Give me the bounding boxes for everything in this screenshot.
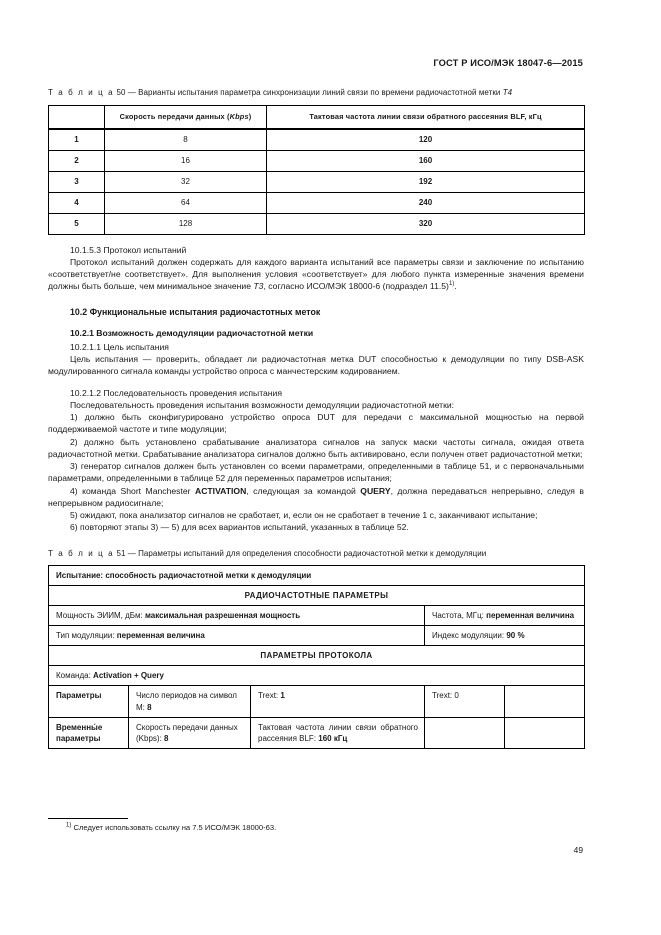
blf-label: Тактовая частота линии связи обратного рассеяния BLF: bbox=[258, 722, 418, 743]
table50-cell-blf: 120 bbox=[267, 129, 585, 151]
table-row bbox=[49, 606, 585, 626]
step-5: 5) ожидают, пока анализатор сигналов не сработает, и, если он не сработает в течение 1 с, заканчивают испытание; bbox=[70, 510, 538, 521]
paragraph-10-2-1-1: Цель испытания — проверить, обладает ли радиочастотная метка DUT способностью к демодуляции по типу DSB-ASK модулированного сигнала команды устройство опроса с манчестерским кодированием. bbox=[48, 354, 584, 377]
step-3: 3) генератор сигналов должен быть установлен со всеми параметрами, определенными в таблице 51, и с первоначальными параметрами, определенными в таблице 52 для переменных параметров испытания; bbox=[48, 461, 584, 484]
table-row bbox=[49, 213, 585, 234]
table50-header-rate bbox=[105, 105, 267, 129]
table50-header-blf: Тактовая частота линии связи обратного рассеяния BLF, кГц bbox=[267, 105, 585, 129]
table50-caption-italic-tail: T4 bbox=[502, 88, 513, 97]
table-row bbox=[49, 666, 585, 686]
standard-header: ГОСТ Р ИСО/МЭК 18047-6—2015 bbox=[433, 58, 583, 68]
mod-type-label: Тип модуляции: bbox=[56, 631, 117, 641]
table50-cell-index: 1 bbox=[49, 129, 105, 151]
m-periods-label: Число периодов на символ M: bbox=[136, 691, 237, 712]
frequency-value: переменная величина bbox=[486, 611, 575, 621]
footnote-block bbox=[48, 818, 448, 833]
mod-index-value: 90 % bbox=[506, 631, 525, 641]
blf-value: 160 кГц bbox=[318, 733, 348, 743]
heading-10-2-1-2: 10.2.1.2 Последовательность проведения испытания bbox=[70, 387, 283, 398]
table-row bbox=[49, 192, 585, 213]
footnote-rule bbox=[48, 818, 128, 819]
table51-cell-eirp bbox=[49, 606, 425, 626]
step-6: 6) повторяют этапы 3) — 5) для всех вариантов испытаний, указанных в таблице 52. bbox=[70, 522, 409, 533]
step-4 bbox=[48, 485, 584, 509]
table50-cell-rate: 8 bbox=[105, 129, 267, 151]
table51-caption-text: — Параметры испытаний для определения способности радиочастотной метки к демодуляции bbox=[127, 548, 487, 558]
table51-cell-command bbox=[49, 666, 585, 686]
table50-header-index bbox=[49, 105, 105, 129]
table-row bbox=[49, 171, 585, 192]
table51-cell-mod-type bbox=[49, 626, 425, 646]
step-4-query: QUERY bbox=[360, 485, 391, 496]
table50-cell-index: 3 bbox=[49, 171, 105, 192]
table50-cell-rate: 32 bbox=[105, 171, 267, 192]
data-rate-label: Скорость передачи данных (Kbps): bbox=[136, 722, 238, 743]
m-periods-value: 8 bbox=[147, 702, 152, 712]
table51-cell-mod-index bbox=[425, 626, 585, 646]
page-content bbox=[48, 88, 584, 749]
command-label: Команда: bbox=[56, 671, 94, 681]
trext-1-value: 1 bbox=[280, 691, 285, 701]
table50-header-rate-main: Скорость передачи данных ( bbox=[119, 112, 230, 122]
table50-caption-text: — Варианты испытания параметра синхронизации линий связи по времени радиочастотной метки bbox=[127, 88, 501, 97]
table51-label-timing: Временны́е параметры bbox=[49, 717, 129, 748]
table50-body bbox=[49, 129, 585, 235]
footnote-marker: 1) bbox=[448, 281, 455, 288]
table-51 bbox=[48, 565, 585, 748]
table-row bbox=[49, 129, 585, 151]
table51-caption bbox=[48, 549, 584, 560]
table51-title-row: Испытание: способность радиочастотной метки к демодуляции bbox=[49, 566, 585, 586]
table50-head bbox=[49, 105, 585, 129]
step-2: 2) должно быть установлено срабатывание анализатора сигналов на запуск маски частоты сигнала, ожидая ответа радиочастотной метки. Срабатывание анализатора сигналов должно быть активировано, если получен ответ радиочастотной метки; bbox=[48, 436, 584, 459]
step-4-part-a: 4) команда Short Manchester bbox=[70, 485, 195, 496]
table51-cell-m-periods bbox=[129, 686, 251, 717]
table51-body bbox=[49, 566, 585, 748]
trext-0-label: Trext: bbox=[432, 691, 455, 701]
heading-10-2-1-1: 10.2.1.1 Цель испытания bbox=[70, 342, 169, 353]
frequency-label: Частота, МГц: bbox=[432, 611, 487, 621]
mod-index-label: Индекс модуляции: bbox=[432, 631, 507, 641]
table50-caption bbox=[48, 88, 584, 99]
table-row bbox=[49, 626, 585, 646]
table51-cell-trext-0 bbox=[425, 686, 505, 717]
table51-cell-empty-2 bbox=[425, 717, 505, 748]
trext-0-value: 0 bbox=[454, 691, 459, 701]
eirp-label: Мощность ЭИИМ, дБм: bbox=[56, 611, 145, 621]
table-row bbox=[49, 150, 585, 171]
paragraph-10-1-5-3 bbox=[48, 256, 584, 293]
table50-cell-index: 4 bbox=[49, 192, 105, 213]
table50-header-rate-unit: Kbps bbox=[229, 112, 249, 122]
table51-label-params: Параметры bbox=[49, 686, 129, 717]
mod-type-value: переменная величина bbox=[116, 631, 205, 641]
table50-cell-blf: 160 bbox=[267, 150, 585, 171]
table-row bbox=[49, 586, 585, 606]
table51-band-protocol: ПАРАМЕТРЫ ПРОТОКОЛА bbox=[49, 646, 585, 666]
para-text-cont: , согласно ИСО/МЭК 18000-6 (подраздел 11.5) bbox=[263, 281, 449, 292]
table51-cell-trext-1 bbox=[251, 686, 425, 717]
table51-cell-data-rate bbox=[129, 717, 251, 748]
table50-cell-blf: 192 bbox=[267, 171, 585, 192]
para-text-end: . bbox=[454, 281, 457, 292]
page-number: 49 bbox=[573, 845, 583, 855]
table50-caption-lead: Т а б л и ц а bbox=[48, 88, 115, 97]
table51-cell-empty-3 bbox=[505, 717, 585, 748]
table-50 bbox=[48, 105, 585, 235]
table51-cell-empty-1 bbox=[505, 686, 585, 717]
step-4-activation: ACTIVATION bbox=[194, 485, 247, 496]
table51-cell-blf bbox=[251, 717, 425, 748]
table-row bbox=[49, 717, 585, 748]
table50-cell-blf: 320 bbox=[267, 213, 585, 234]
footnote-text-marker: 1) bbox=[66, 822, 72, 829]
heading-10-2-1: 10.2.1 Возможность демодуляции радиочастотной метки bbox=[70, 328, 314, 339]
footnote-text-body: Следует использовать ссылку на 7.5 ИСО/МЭК 18000-63. bbox=[73, 823, 277, 832]
table50-cell-blf: 240 bbox=[267, 192, 585, 213]
table51-caption-number: 51 bbox=[116, 548, 126, 558]
table51-caption-lead: Т а б л и ц а bbox=[48, 548, 115, 558]
table50-cell-index: 2 bbox=[49, 150, 105, 171]
para-text-main: Протокол испытаний должен содержать для каждого варианта испытаний все параметры связи и заключение по испытанию «соответствует/не соответствует». Для выполнения условия «соответствует» для любого пункта измеренные значения времени должны быть больше, чем минимальное значение bbox=[48, 257, 584, 292]
heading-10-2: 10.2 Функциональные испытания радиочастотных меток bbox=[70, 306, 321, 317]
table50-cell-rate: 16 bbox=[105, 150, 267, 171]
eirp-value: максимальная разрешенная мощность bbox=[144, 611, 301, 621]
step-1: 1) должно быть сконфигурировано устройство опроса DUT для передачи с максимальной мощностью на первой поддерживаемой частоте и типе модуляции; bbox=[48, 412, 584, 435]
trext-1-label: Trext: bbox=[258, 691, 281, 701]
paragraph-10-2-1-2-intro: Последовательность проведения испытания возможности демодуляции радиочастотной метки: bbox=[70, 399, 455, 410]
table51-cell-frequency bbox=[425, 606, 585, 626]
data-rate-value: 8 bbox=[164, 733, 169, 743]
table50-cell-index: 5 bbox=[49, 213, 105, 234]
command-value: Activation + Query bbox=[93, 671, 164, 681]
para-italic-t3: T3 bbox=[253, 281, 264, 292]
table50-caption-number: 50 bbox=[116, 88, 126, 97]
table51-band-rf: РАДИОЧАСТОТНЫЕ ПАРАМЕТРЫ bbox=[49, 586, 585, 606]
step-4-part-e: , должна передаваться непрерывно, следуя в непрерывном радиосигнале; bbox=[48, 485, 584, 508]
table-row bbox=[49, 566, 585, 586]
table-row bbox=[49, 686, 585, 717]
table50-header-row bbox=[49, 105, 585, 129]
table50-header-rate-end: ) bbox=[248, 112, 252, 122]
step-4-part-c: , следующая за командой bbox=[246, 485, 361, 496]
heading-10-1-5-3: 10.1.5.3 Протокол испытаний bbox=[70, 244, 187, 255]
table-row bbox=[49, 646, 585, 666]
table50-cell-rate: 64 bbox=[105, 192, 267, 213]
footnote-text bbox=[48, 823, 448, 833]
table50-cell-rate: 128 bbox=[105, 213, 267, 234]
